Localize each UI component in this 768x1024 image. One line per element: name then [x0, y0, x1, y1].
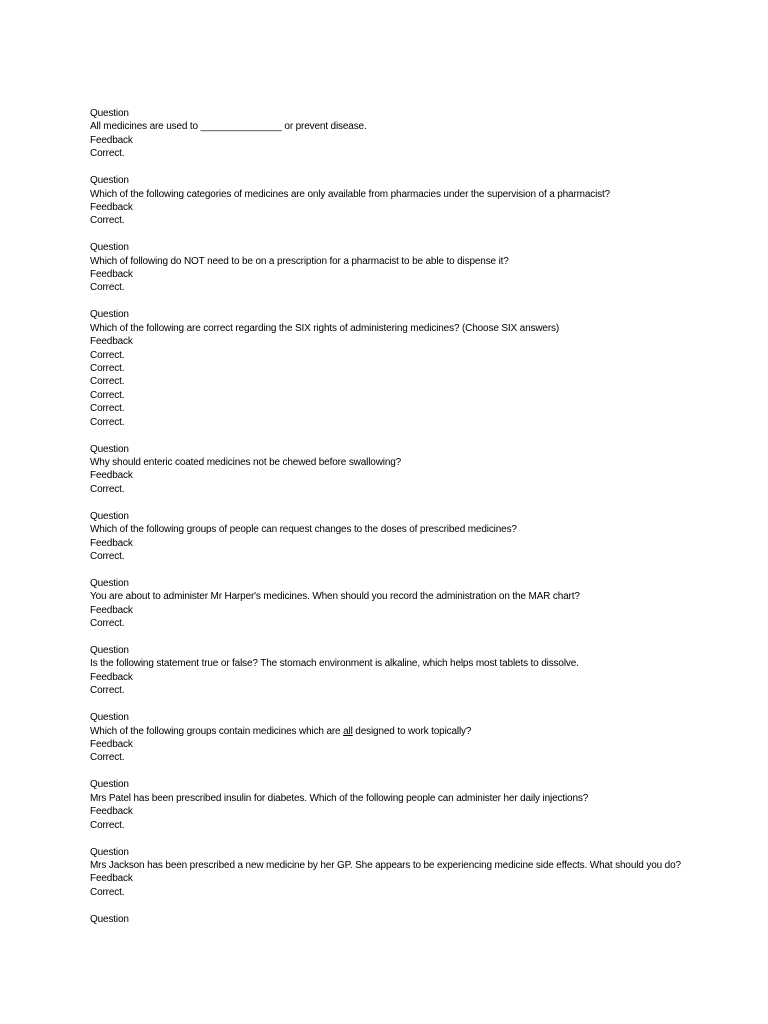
question-block [90, 778, 760, 832]
feedback-text: Correct. [90, 819, 125, 831]
question-label: Question [90, 443, 129, 455]
underlined-word: all [343, 725, 353, 737]
question-text: Mrs Patel has been prescribed insulin for diabetes. Which of the following people can administer her daily injections? [90, 792, 589, 804]
feedback-text: Correct. [90, 148, 125, 160]
feedback-text: Correct. [90, 685, 125, 697]
feedback-label: Feedback [90, 537, 133, 549]
question-block [90, 308, 760, 429]
question-text: You are about to administer Mr Harper's medicines. When should you record the administration on the MAR chart? [90, 591, 580, 603]
feedback-text: Correct. [90, 376, 125, 388]
question-label: Question [90, 913, 129, 925]
feedback-text: Correct. [90, 752, 125, 764]
question-block [90, 913, 760, 926]
feedback-text: Correct. [90, 416, 125, 428]
question-block [90, 644, 760, 698]
question-block [90, 174, 760, 228]
question-text: Why should enteric coated medicines not be chewed before swallowing? [90, 456, 402, 468]
question-text: Which of the following groups of people can request changes to the doses of prescribed medicines? [90, 524, 517, 536]
question-text-part: Which of the following groups contain medicines which are [90, 725, 344, 737]
question-label: Question [90, 510, 129, 522]
question-label: Question [90, 779, 129, 791]
feedback-label: Feedback [90, 336, 133, 348]
question-block [90, 107, 760, 161]
quiz-document [90, 107, 760, 940]
question-text: Which of the following categories of medicines are only available from pharmacies under the supervision of a pharmacist? [90, 188, 611, 200]
question-label: Question [90, 846, 129, 858]
feedback-label: Feedback [90, 470, 133, 482]
feedback-text: Correct. [90, 349, 125, 361]
feedback-text: Correct. [90, 483, 125, 495]
question-block [90, 241, 760, 295]
feedback-label: Feedback [90, 604, 133, 616]
question-label: Question [90, 645, 129, 657]
feedback-label: Feedback [90, 134, 133, 146]
question-block [90, 711, 760, 765]
question-text: Mrs Jackson has been prescribed a new medicine by her GP. She appears to be experiencing medicine side effects. What should you do? [90, 859, 681, 871]
feedback-text: Correct. [90, 618, 125, 630]
feedback-label: Feedback [90, 269, 133, 281]
feedback-label: Feedback [90, 806, 133, 818]
feedback-text: Correct. [90, 886, 125, 898]
feedback-text: Correct. [90, 282, 125, 294]
question-label: Question [90, 309, 129, 321]
question-block [90, 577, 760, 631]
feedback-text: Correct. [90, 550, 125, 562]
question-text-part: designed to work topically? [352, 725, 472, 737]
question-label: Question [90, 175, 129, 187]
question-block [90, 443, 760, 497]
feedback-label: Feedback [90, 671, 133, 683]
question-block [90, 846, 760, 900]
question-label: Question [90, 108, 129, 119]
feedback-label: Feedback [90, 201, 133, 213]
question-label: Question [90, 712, 129, 724]
question-text: Which of the following are correct regarding the SIX rights of administering medicines? (Choose SIX answers) [90, 322, 560, 334]
question-label: Question [90, 242, 129, 254]
feedback-text: Correct. [90, 403, 125, 415]
feedback-label: Feedback [90, 738, 133, 750]
question-text [90, 725, 760, 738]
question-text: All medicines are used to _______________ or prevent disease. [90, 121, 367, 133]
question-text: Which of following do NOT need to be on a prescription for a pharmacist to be able to dispense it? [90, 255, 509, 267]
question-text: Is the following statement true or false? The stomach environment is alkaline, which helps most tablets to dissolve. [90, 658, 579, 670]
feedback-text: Correct. [90, 389, 125, 401]
question-block [90, 510, 760, 564]
feedback-text: Correct. [90, 215, 125, 227]
feedback-label: Feedback [90, 873, 133, 885]
feedback-text: Correct. [90, 363, 125, 375]
question-label: Question [90, 577, 129, 589]
